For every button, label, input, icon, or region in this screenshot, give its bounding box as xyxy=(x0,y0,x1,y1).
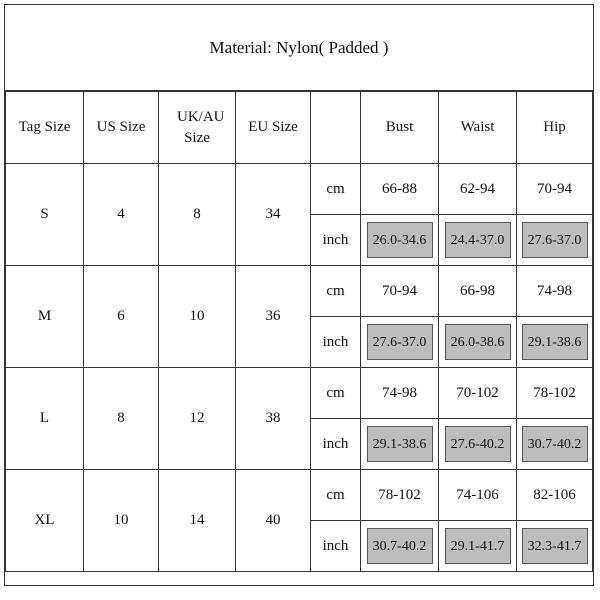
header-unit xyxy=(311,92,361,164)
inch-waist-value: 24.4-37.0 xyxy=(445,222,511,258)
inch-waist-value: 29.1-41.7 xyxy=(445,528,511,564)
us-size-cell: 10 xyxy=(84,470,159,572)
unit-cm-label: cm xyxy=(311,470,361,521)
unit-inch-label: inch xyxy=(311,521,361,572)
inch-waist-cell xyxy=(439,317,517,368)
us-size-cell: 8 xyxy=(84,368,159,470)
cm-hip-cell: 82-106 xyxy=(517,470,593,521)
inch-bust-cell xyxy=(361,521,439,572)
tag-size-cell: M xyxy=(6,266,84,368)
unit-inch-label: inch xyxy=(311,215,361,266)
cm-hip-cell: 70-94 xyxy=(517,164,593,215)
inch-bust-value: 26.0-34.6 xyxy=(367,222,433,258)
uk-au-size-cell: 12 xyxy=(159,368,236,470)
cm-hip-cell: 74-98 xyxy=(517,266,593,317)
unit-inch-label: inch xyxy=(311,317,361,368)
cm-bust-cell: 66-88 xyxy=(361,164,439,215)
inch-waist-cell xyxy=(439,215,517,266)
table-row xyxy=(6,470,593,521)
inch-hip-cell xyxy=(517,419,593,470)
table-row xyxy=(6,164,593,215)
inch-hip-value: 30.7-40.2 xyxy=(522,426,588,462)
table-row xyxy=(6,266,593,317)
tag-size-cell: XL xyxy=(6,470,84,572)
header-waist: Waist xyxy=(439,92,517,164)
cm-waist-cell: 74-106 xyxy=(439,470,517,521)
eu-size-cell: 40 xyxy=(236,470,311,572)
inch-hip-cell xyxy=(517,317,593,368)
inch-bust-cell xyxy=(361,215,439,266)
cm-bust-cell: 78-102 xyxy=(361,470,439,521)
inch-bust-cell xyxy=(361,317,439,368)
tag-size-cell: S xyxy=(6,164,84,266)
header-us-size: US Size xyxy=(84,92,159,164)
size-chart xyxy=(4,4,594,586)
inch-bust-value: 27.6-37.0 xyxy=(367,324,433,360)
header-hip: Hip xyxy=(517,92,593,164)
uk-au-size-cell: 8 xyxy=(159,164,236,266)
unit-cm-label: cm xyxy=(311,164,361,215)
inch-bust-value: 30.7-40.2 xyxy=(367,528,433,564)
inch-hip-value: 32.3-41.7 xyxy=(522,528,588,564)
eu-size-cell: 38 xyxy=(236,368,311,470)
inch-waist-cell xyxy=(439,521,517,572)
uk-au-size-cell: 14 xyxy=(159,470,236,572)
inch-waist-value: 26.0-38.6 xyxy=(445,324,511,360)
eu-size-cell: 34 xyxy=(236,164,311,266)
cm-bust-cell: 70-94 xyxy=(361,266,439,317)
inch-bust-cell xyxy=(361,419,439,470)
inch-hip-value: 27.6-37.0 xyxy=(522,222,588,258)
table-row xyxy=(6,368,593,419)
material-title: Material: Nylon( Padded ) xyxy=(5,5,593,91)
cm-hip-cell: 78-102 xyxy=(517,368,593,419)
header-tag-size: Tag Size xyxy=(6,92,84,164)
header-eu-size: EU Size xyxy=(236,92,311,164)
header-bust: Bust xyxy=(361,92,439,164)
unit-cm-label: cm xyxy=(311,266,361,317)
header-uk-au-size-label: UK/AU Size xyxy=(177,109,225,146)
eu-size-cell: 36 xyxy=(236,266,311,368)
header-uk-au-size xyxy=(159,92,236,164)
inch-bust-value: 29.1-38.6 xyxy=(367,426,433,462)
inch-waist-cell xyxy=(439,419,517,470)
inch-waist-value: 27.6-40.2 xyxy=(445,426,511,462)
header-row xyxy=(6,92,593,164)
cm-waist-cell: 70-102 xyxy=(439,368,517,419)
inch-hip-cell xyxy=(517,521,593,572)
inch-hip-cell xyxy=(517,215,593,266)
inch-hip-value: 29.1-38.6 xyxy=(522,324,588,360)
cm-bust-cell: 74-98 xyxy=(361,368,439,419)
uk-au-size-cell: 10 xyxy=(159,266,236,368)
cm-waist-cell: 66-98 xyxy=(439,266,517,317)
us-size-cell: 6 xyxy=(84,266,159,368)
unit-cm-label: cm xyxy=(311,368,361,419)
unit-inch-label: inch xyxy=(311,419,361,470)
tag-size-cell: L xyxy=(6,368,84,470)
size-table xyxy=(5,91,593,572)
us-size-cell: 4 xyxy=(84,164,159,266)
cm-waist-cell: 62-94 xyxy=(439,164,517,215)
